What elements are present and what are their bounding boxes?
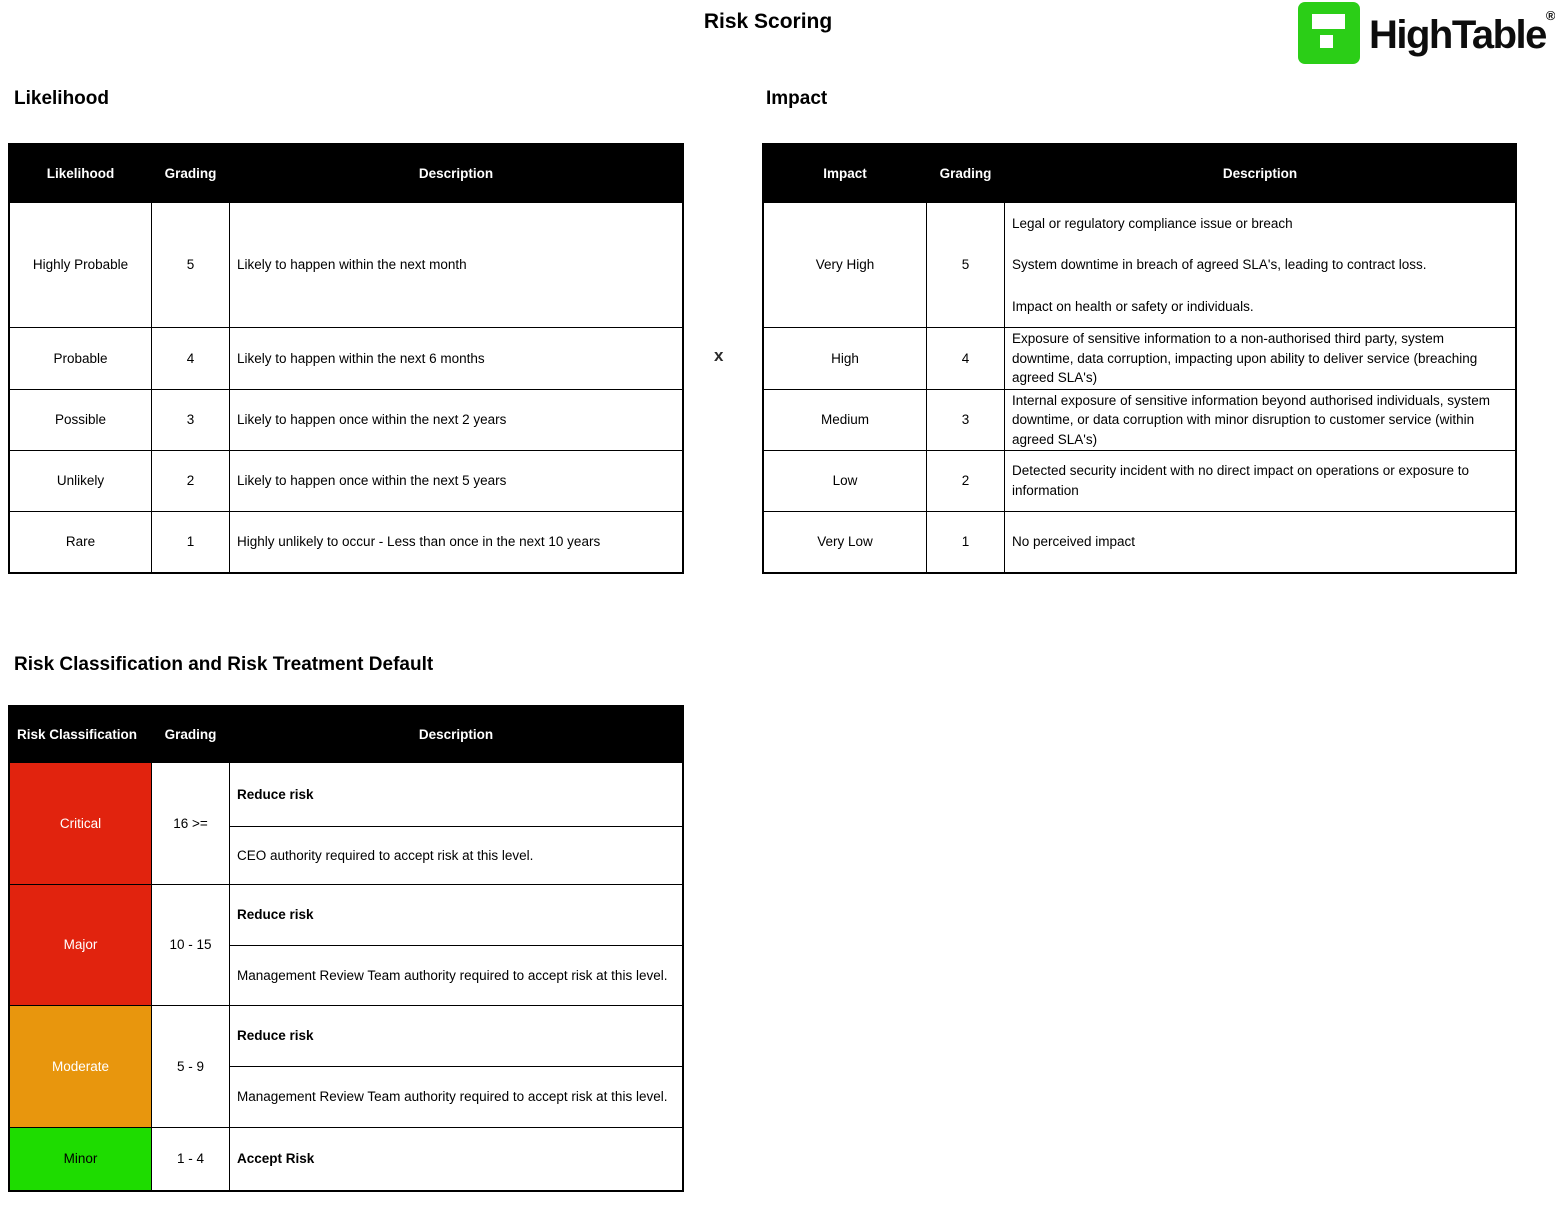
likelihood-grading: 4 xyxy=(152,328,230,389)
table-row xyxy=(10,1005,682,1127)
treatment-action: Reduce risk xyxy=(230,1006,682,1067)
likelihood-header-row xyxy=(10,145,682,202)
description-col-header: Description xyxy=(418,165,494,181)
impact-description: Detected security incident with no direct impact on operations or exposure to information xyxy=(1012,463,1469,498)
impact-description: Exposure of sensitive information to a non-authorised third party, system downtime, data corruption, impacting upon ability to deliver service (breaching agreed SLA's) xyxy=(1012,331,1478,386)
table-row xyxy=(764,327,1515,389)
impact-description-paragraph: Impact on health or safety or individuals. xyxy=(1012,298,1254,314)
table-row xyxy=(10,389,682,450)
classification-grading: 16 >= xyxy=(152,763,230,884)
treatment-action: Reduce risk xyxy=(230,885,682,946)
likelihood-label: Probable xyxy=(10,328,152,389)
treatment-action: Accept Risk xyxy=(237,1151,315,1167)
table-row xyxy=(764,511,1515,572)
likelihood-col-header: Likelihood xyxy=(10,145,152,202)
page-title: Risk Scoring xyxy=(703,10,833,33)
likelihood-label: Rare xyxy=(10,512,152,572)
table-row xyxy=(10,202,682,327)
hightable-logo-icon xyxy=(1298,2,1360,64)
likelihood-description: Likely to happen once within the next 2 years xyxy=(237,412,507,428)
multiply-symbol: x xyxy=(714,346,724,365)
impact-label: Low xyxy=(764,451,927,511)
impact-label: Medium xyxy=(764,390,927,450)
grading-col-header: Grading xyxy=(152,145,230,202)
table-row xyxy=(764,389,1515,450)
table-row xyxy=(764,202,1515,327)
table-row xyxy=(10,884,682,1005)
likelihood-label: Unlikely xyxy=(10,451,152,511)
table-row xyxy=(10,1127,682,1190)
likelihood-description: Likely to happen within the next month xyxy=(237,257,467,273)
impact-label: Very Low xyxy=(764,512,927,572)
impact-description: Internal exposure of sensitive information beyond authorised individuals, system downtime, or data corruption with minor disruption to customer service (within agreed SLA's) xyxy=(1012,392,1491,447)
logo-square-shape xyxy=(1320,35,1333,48)
likelihood-label: Possible xyxy=(10,390,152,450)
classification-label: Moderate xyxy=(10,1006,152,1127)
classification-description xyxy=(230,885,682,1005)
impact-grading: 3 xyxy=(927,390,1005,450)
likelihood-grading: 2 xyxy=(152,451,230,511)
classification-col-header: Risk Classification xyxy=(10,707,152,762)
classification-header-row xyxy=(10,707,682,762)
table-row xyxy=(10,511,682,572)
classification-description xyxy=(230,763,682,884)
hightable-logo xyxy=(1298,2,1555,64)
impact-description xyxy=(1005,203,1515,327)
impact-col-header: Impact xyxy=(764,145,927,202)
likelihood-table xyxy=(8,143,684,574)
likelihood-description: Likely to happen once within the next 5 years xyxy=(237,473,507,489)
impact-heading: Impact xyxy=(766,88,828,109)
likelihood-grading: 1 xyxy=(152,512,230,572)
table-row xyxy=(10,762,682,884)
registered-mark: ® xyxy=(1545,8,1555,23)
likelihood-grading: 5 xyxy=(152,203,230,327)
classification-grading: 1 - 4 xyxy=(152,1128,230,1190)
impact-grading: 1 xyxy=(927,512,1005,572)
treatment-authority: CEO authority required to accept risk at this level. xyxy=(237,847,534,863)
table-row xyxy=(10,450,682,511)
likelihood-description: Likely to happen within the next 6 months xyxy=(237,350,485,366)
classification-grading: 5 - 9 xyxy=(152,1006,230,1127)
grading-col-header: Grading xyxy=(152,707,230,762)
treatment-action: Reduce risk xyxy=(230,763,682,827)
impact-table xyxy=(762,143,1517,574)
classification-description xyxy=(230,1006,682,1127)
classification-grading: 10 - 15 xyxy=(152,885,230,1005)
classification-heading: Risk Classification and Risk Treatment Default xyxy=(14,654,434,675)
impact-grading: 4 xyxy=(927,328,1005,389)
description-col-header: Description xyxy=(1222,165,1298,181)
classification-label: Critical xyxy=(10,763,152,884)
hightable-wordmark xyxy=(1369,8,1555,58)
brand-name: HighTable xyxy=(1369,13,1546,57)
likelihood-label: Highly Probable xyxy=(10,203,152,327)
impact-grading: 5 xyxy=(927,203,1005,327)
impact-label: Very High xyxy=(764,203,927,327)
likelihood-description: Highly unlikely to occur - Less than once in the next 10 years xyxy=(237,534,601,550)
treatment-authority: Management Review Team authority required to accept risk at this level. xyxy=(237,967,668,983)
impact-header-row xyxy=(764,145,1515,202)
description-col-header: Description xyxy=(418,726,494,742)
impact-grading: 2 xyxy=(927,451,1005,511)
classification-label: Minor xyxy=(10,1128,152,1190)
classification-label: Major xyxy=(10,885,152,1005)
impact-description-paragraph: System downtime in breach of agreed SLA's, leading to contract loss. xyxy=(1012,257,1427,273)
likelihood-grading: 3 xyxy=(152,390,230,450)
table-row xyxy=(10,327,682,389)
treatment-authority: Management Review Team authority required to accept risk at this level. xyxy=(237,1089,668,1105)
likelihood-heading: Likelihood xyxy=(14,88,109,109)
impact-description-paragraph: Legal or regulatory compliance issue or breach xyxy=(1012,215,1293,231)
classification-table xyxy=(8,705,684,1192)
classification-description xyxy=(230,1128,682,1190)
impact-description: No perceived impact xyxy=(1012,534,1136,550)
impact-label: High xyxy=(764,328,927,389)
table-row xyxy=(764,450,1515,511)
logo-bar-shape xyxy=(1312,14,1345,29)
grading-col-header: Grading xyxy=(927,145,1005,202)
